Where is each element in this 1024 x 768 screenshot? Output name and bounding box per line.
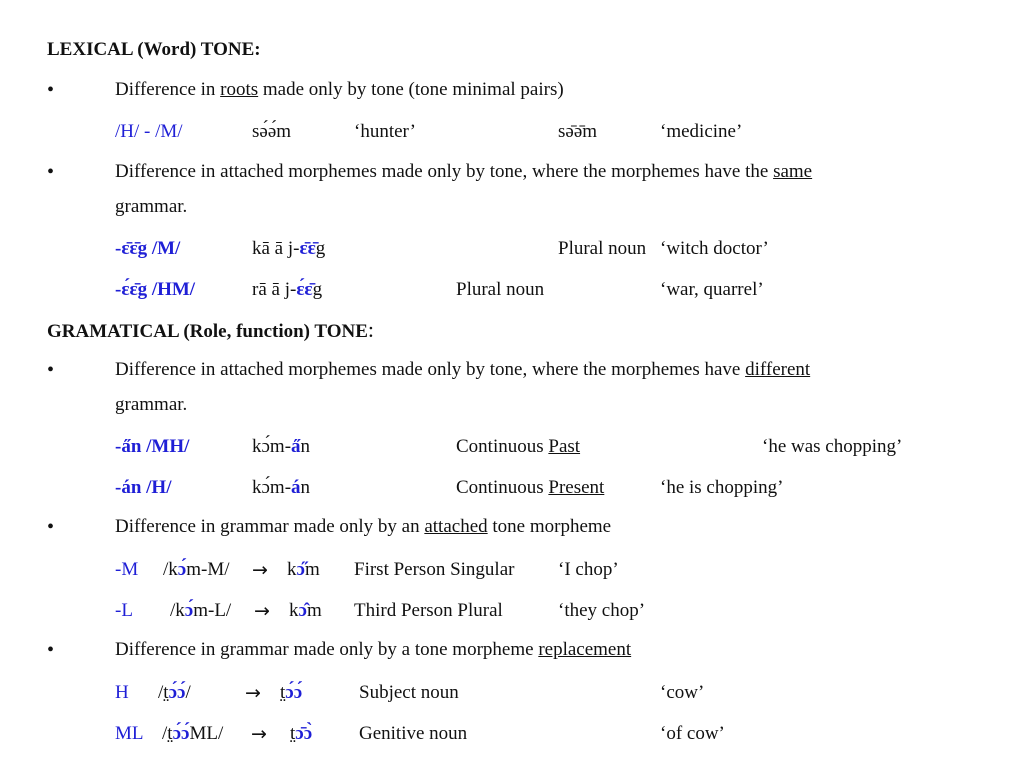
grammatical-ex5-input: [158, 681, 191, 705]
grammatical-bullet-3-underlined: replacement: [538, 639, 632, 660]
grammatical-ex5-label: H: [115, 682, 129, 703]
grammatical-heading-colon: :: [367, 317, 375, 342]
lexical-bullet-1-post: made only by tone (tone minimal pairs): [258, 79, 564, 100]
lexical-bullet-2-pre: Difference in attached morphemes made only by tone, where the morphemes have the: [115, 161, 774, 182]
input-pre: /k: [170, 600, 185, 621]
grammatical-ex3-output: [287, 558, 320, 582]
form-blue: ɛ̄ɛ̄: [299, 238, 316, 259]
input-post: ML/: [189, 723, 224, 744]
output-pre: t̤: [280, 682, 286, 703]
lexical-ex1-gloss2: ‘medicine’: [660, 121, 743, 142]
category-pre: Continuous: [456, 477, 549, 498]
form-blue: á: [291, 477, 301, 498]
lexical-heading: [47, 38, 261, 62]
input-post: /: [185, 682, 191, 703]
grammatical-bullet-2-pre: Difference in grammar made only by an: [115, 516, 425, 537]
lexical-ex3-category: Plural noun: [456, 279, 545, 300]
lexical-ex3-gloss: ‘war, quarrel’: [660, 279, 764, 300]
category-underlined: Present: [548, 477, 605, 498]
arrow-right-icon: →: [245, 682, 261, 704]
lexical-ex1-form2: sə̄ə̄m: [558, 121, 598, 142]
lexical-bullet-1-underlined: roots: [220, 79, 259, 100]
output-blue: ɔ̋: [296, 559, 305, 580]
grammatical-bullet-3: [115, 638, 631, 662]
lexical-bullet-1-pre: Difference in: [115, 79, 221, 100]
grammatical-ex4-gloss: ‘they chop’: [558, 600, 646, 621]
bullet-icon: •: [47, 79, 55, 101]
output-pre: k: [289, 600, 299, 621]
grammatical-ex2-category: [456, 476, 604, 500]
grammatical-bullet-1-pre: Difference in attached morphemes made only by tone, where the morphemes have: [115, 359, 746, 380]
form-blue: a̋: [291, 436, 301, 457]
grammatical-ex1-category: [456, 435, 580, 459]
grammatical-ex3-input: [163, 558, 230, 582]
input-blue: ɔ́: [177, 559, 187, 580]
lexical-ex2-category: Plural noun: [558, 238, 647, 259]
form-post: n: [300, 477, 311, 498]
output-pre: t̤: [290, 723, 296, 744]
grammatical-ex6-gloss: ‘of cow’: [660, 723, 725, 744]
grammatical-ex3-category: First Person Singular: [354, 559, 515, 580]
grammatical-bullet-1-underlined: different: [745, 359, 811, 380]
lexical-heading-text: LEXICAL (Word) TONE:: [47, 39, 261, 60]
grammatical-bullet-2-underlined: attached: [424, 516, 488, 537]
output-blue: ɔ̄ɔ̀: [295, 723, 313, 744]
lexical-ex1-form1: sə́ə́m: [252, 121, 292, 142]
input-pre: /t̤: [158, 682, 169, 703]
bullet-icon: •: [47, 161, 55, 183]
grammatical-bullet-2-post: tone morpheme: [487, 516, 612, 537]
lexical-bullet-2: [115, 160, 812, 184]
form-post: n: [300, 436, 311, 457]
lexical-ex3-form: [252, 278, 322, 302]
grammatical-ex4-input: [170, 599, 231, 623]
lexical-bullet-2-underlined: same: [773, 161, 813, 182]
arrow-right-icon: →: [252, 559, 268, 581]
lexical-bullet-2-cont: grammar.: [115, 196, 188, 217]
lexical-ex2-form: [252, 237, 325, 261]
grammatical-ex6-category: Genitive noun: [359, 723, 468, 744]
output-post: m: [306, 600, 322, 621]
lexical-ex3-suffix: -ɛ́ɛ̄g /HM/: [115, 279, 196, 300]
grammatical-ex3-gloss: ‘I chop’: [558, 559, 619, 580]
grammatical-ex2-form: [252, 476, 310, 500]
input-post: m-L/: [193, 600, 232, 621]
grammatical-ex3-label: -M: [115, 559, 139, 580]
form-pre: kɔ́m-: [252, 477, 292, 498]
grammatical-ex5-category: Subject noun: [359, 682, 459, 703]
grammatical-ex1-form: [252, 435, 310, 459]
input-pre: /t̤: [162, 723, 173, 744]
bullet-icon: •: [47, 639, 55, 661]
lexical-ex1-gloss1: ‘hunter’: [354, 121, 416, 142]
form-pre: kā ā j-: [252, 238, 300, 259]
grammatical-bullet-2: [115, 515, 611, 539]
grammatical-ex1-gloss: ‘he was chopping’: [762, 436, 903, 457]
lexical-bullet-1: [115, 78, 564, 102]
lexical-ex1-tone: /H/ - /M/: [115, 121, 183, 142]
grammatical-ex1-suffix: -a̋n /MH/: [115, 436, 190, 457]
grammatical-bullet-1-cont: grammar.: [115, 394, 188, 415]
form-post: g: [315, 238, 326, 259]
grammatical-ex6-input: [162, 722, 223, 746]
grammatical-ex5-output: [280, 681, 302, 705]
input-post: m-M/: [186, 559, 230, 580]
grammatical-ex6-output: [290, 722, 312, 746]
form-blue: ɛ́ɛ̄: [296, 279, 313, 300]
bullet-icon: •: [47, 359, 55, 381]
lexical-ex2-gloss: ‘witch doctor’: [660, 238, 769, 259]
form-pre: kɔ́m-: [252, 436, 292, 457]
grammatical-ex4-label: -L: [115, 600, 133, 621]
grammatical-ex6-label: ML: [115, 723, 144, 744]
grammatical-ex5-gloss: ‘cow’: [660, 682, 705, 703]
grammatical-ex4-output: [289, 599, 322, 623]
input-blue: ɔ́ɔ́: [172, 723, 190, 744]
output-blue: ɔ̂: [298, 600, 307, 621]
output-pre: k: [287, 559, 297, 580]
category-underlined: Past: [548, 436, 581, 457]
lexical-ex2-suffix: -ɛ̄ɛ̄g /M/: [115, 238, 181, 259]
input-pre: /k: [163, 559, 178, 580]
input-blue: ɔ́ɔ́: [168, 682, 186, 703]
grammatical-ex4-category: Third Person Plural: [354, 600, 503, 621]
grammatical-heading: [47, 318, 374, 344]
form-post: g: [312, 279, 323, 300]
grammatical-bullet-1: [115, 358, 810, 382]
grammatical-heading-text: GRAMATICAL (Role, function) TONE: [47, 321, 368, 342]
form-pre: rā ā j-: [252, 279, 297, 300]
category-pre: Continuous: [456, 436, 549, 457]
output-blue: ɔ́ɔ́: [285, 682, 303, 703]
input-blue: ɔ́: [184, 600, 194, 621]
output-post: m: [304, 559, 320, 580]
grammatical-bullet-3-pre: Difference in grammar made only by a tone morpheme: [115, 639, 539, 660]
grammatical-ex2-gloss: ‘he is chopping’: [660, 477, 784, 498]
arrow-right-icon: →: [254, 600, 270, 622]
arrow-right-icon: →: [251, 723, 267, 745]
bullet-icon: •: [47, 516, 55, 538]
grammatical-ex2-suffix: -án /H/: [115, 477, 172, 498]
